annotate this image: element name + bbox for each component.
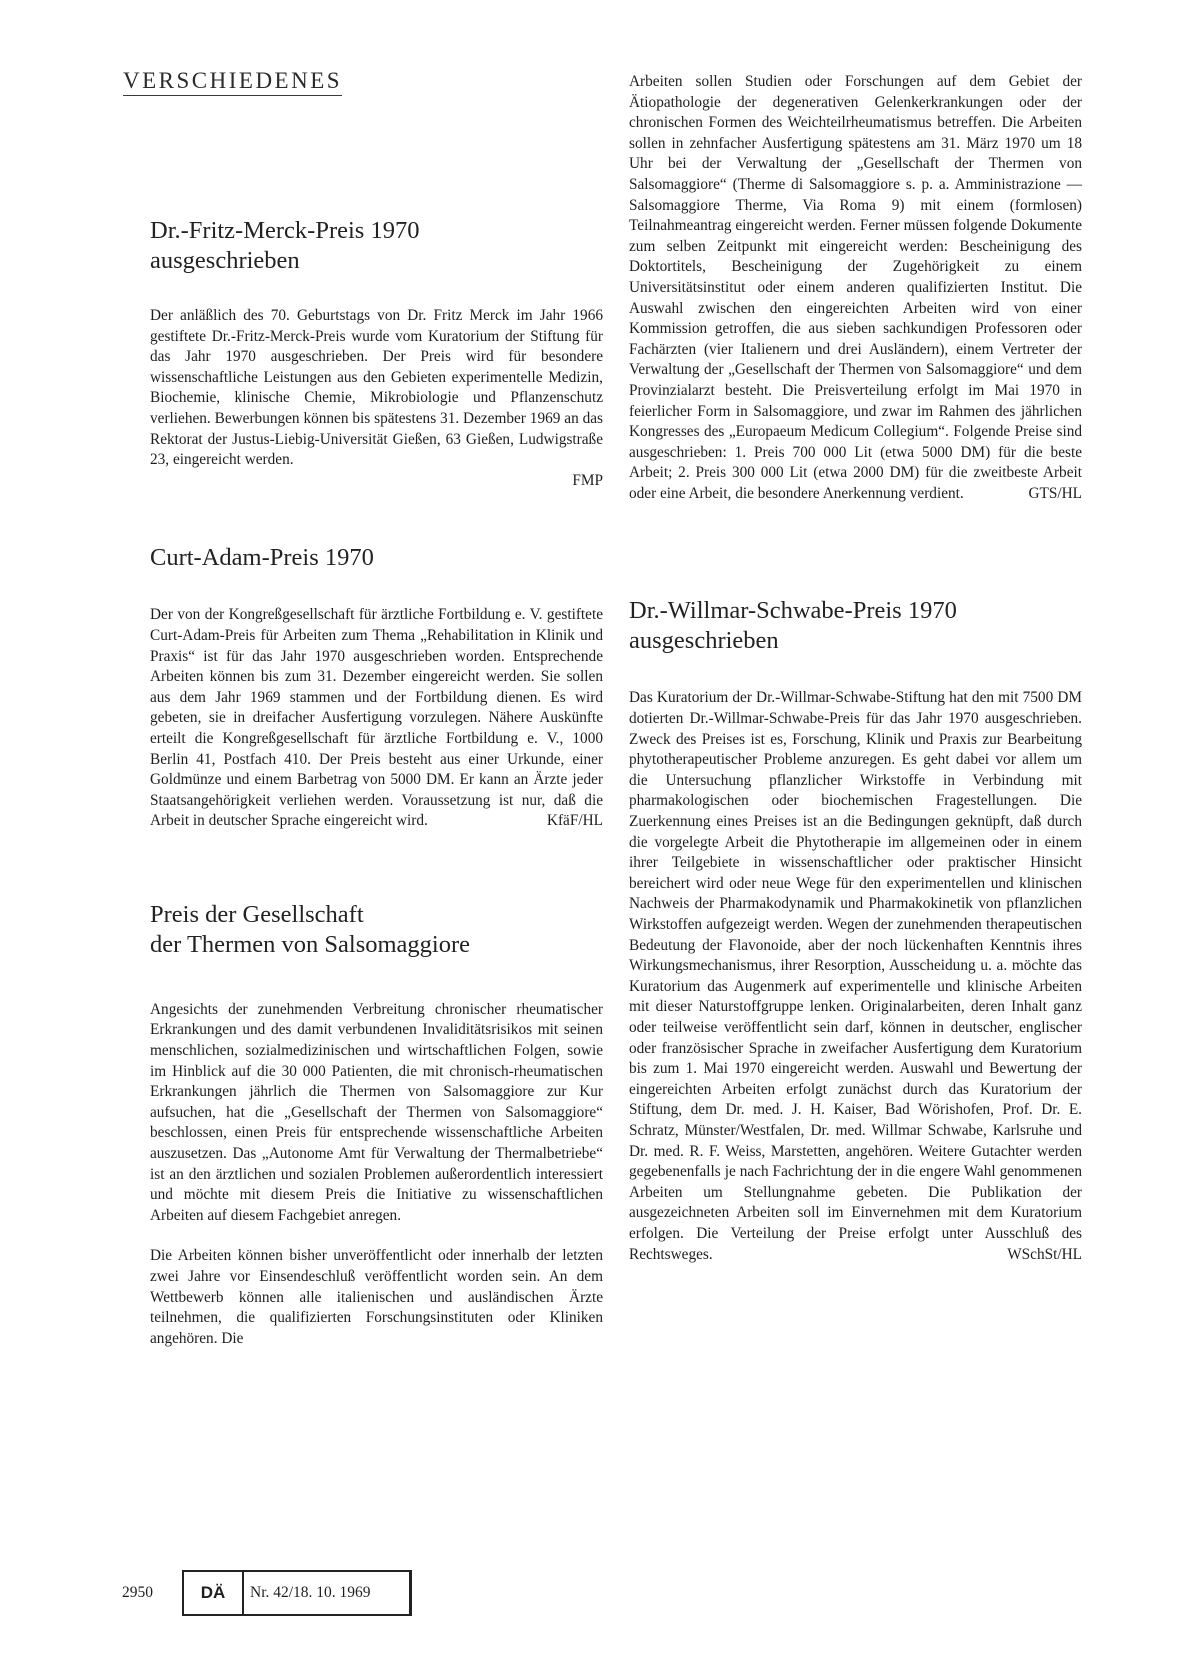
article-body-adam	[150, 605, 603, 832]
article-signature-adam: KfäF/HL	[546, 812, 603, 830]
page-number: 2950	[122, 1584, 153, 1601]
article-title-salso	[150, 900, 603, 960]
article-body-salso-3	[629, 72, 1082, 504]
article-body-merck: Der anläßlich des 70. Geburtstags von Dr. Fritz Merck im Jahr 1966 gestiftete Dr.-Fritz-Merck-Preis wurde vom Kuratorium der Stiftung für das Jahr 1970 ausgeschrieben. Der Preis wird für besondere wissenschaftliche Leistungen aus den Gebieten experimentelle Medizin, Biochemie, klinische Chemie, Mikrobiologie und Pflanzenschutz verliehen. Bewerbungen können bis spätestens 31. Dezember 1969 an das Rektorat der Justus-Liebig-Universität Gießen, 63 Gießen, Ludwigstraße 23, eingereicht werden.	[150, 307, 603, 469]
article-body-salso-3-text: Arbeiten sollen Studien oder Forschungen auf dem Gebiet der Ätiopathologie der degenerativen Gelenkerkrankungen oder der chronischen Formen des Weichteilrheumatismus betreffen. Die Arbeiten sollen in zehnfacher Ausfertigung spätestens am 31. März 1970 um 18 Uhr bei der Verwaltung der „Gesellschaft der Thermen von Salsomaggiore“ (Therme di Salsomaggiore s. p. a. Amministrazione — Salsomaggiore Therme, Via Roma 9) mit einem (formlosen) Teilnahmeantrag eingereicht werden. Ferner müssen folgende Dokumente zum selben Zeitpunkt mit eingereicht werden: Bescheinigung des Doktortitels, Bescheinigung der Zugehörigkeit zu einem Universitätsinstitut oder einem anderen qualifizierten Institut. Die Auswahl zwischen den eingereichten Arbeiten wird von einer Kommission getroffen, die aus sieben sachkundigen Professoren oder Fachärzten (vier Italienern und drei Ausländern), einem Vertreter der Verwaltung der „Gesellschaft der Thermen von Salsomaggiore“ und dem Provinzialarzt besteht. Die Preisverteilung erfolgt im Mai 1970 in feierlicher Form in Salsomaggiore, und zwar im Rahmen des jährlichen Kongresses des „Europaeum Medicum Collegium“. Folgende Preise sind ausgeschrieben: 1. Preis 700 000 Lit (etwa 5000 DM) für die beste Arbeit; 2. Preis 300 000 Lit (etwa 2000 DM) für die zweitbeste Arbeit oder eine Arbeit, die besondere Anerkennung verdient.	[629, 73, 1082, 502]
left-column	[123, 68, 603, 1349]
article-signature-schwabe: WSchSt/HL	[1007, 1245, 1082, 1263]
journal-badge	[182, 1570, 412, 1616]
journal-logo: DÄ	[184, 1572, 244, 1614]
article-title-merck-line2: ausgeschrieben	[150, 247, 300, 274]
issue-info: Nr. 42/18. 10. 1969	[250, 1584, 371, 1601]
article-body-salso-1: Angesichts der zunehmenden Verbreitung chronischer rheumatischer Erkrankungen und des damit verbundenen Invaliditätsrisikos mit seinen menschlichen, sozialmedizinischen und wirtschaftlichen Folgen, sowie im Hinblick auf die 30 000 Patienten, die mit chronisch-rheumatischen Erkrankungen jährlich die Thermen von Salsomaggiore zur Kur aufsuchen, hat die „Gesellschaft der Thermen von Salsomaggiore“ beschlossen, einen Preis für entsprechende wissenschaftliche Arbeiten auszusetzen. Das „Autonome Amt für Verwaltung der Thermalbetriebe“ ist an den ärztlichen und sozialen Problemen außerordentlich interessiert und möchte mit diesem Preis die Initiative zu wissenschaftlichen Arbeiten auf diesem Fachgebiet anregen.	[150, 1000, 603, 1224]
article-title-merck-line1: Dr.-Fritz-Merck-Preis 1970	[150, 217, 420, 244]
article-title-merck	[150, 216, 603, 276]
article-title-adam: Curt-Adam-Preis 1970	[150, 544, 374, 572]
article-title-salso-line2: der Thermen von Salsomaggiore	[150, 930, 471, 958]
article-body-adam-text: Der von der Kongreßgesellschaft für ärztliche Fortbildung e. V. gestiftete Curt-Adam-Preis für Arbeiten zum Thema „Rehabilitation in Klinik und Praxis“ ist für das Jahr 1970 ausgeschrieben worden. Entsprechende Arbeiten können bis zum 31. Dezember eingereicht werden. Sie sollen aus dem Jahr 1969 stammen und der Fortbildung dienen. Es wird gebeten, sie in dreifacher Ausfertigung vorzulegen. Nähere Auskünfte erteilt die Kongreßgesellschaft für ärztliche Fortbildung e. V., 1000 Berlin 41, Postfach 410. Der Preis besteht aus einer Urkunde, einer Goldmünze und einem Barbetrag von 5000 DM. Er kann an Ärzte jeder Staatsangehörigkeit verliehen werden. Voraussetzung ist nur, daß die Arbeit in deutscher Sprache eingereicht wird.	[150, 606, 603, 830]
article-signature-merck: FMP	[572, 471, 603, 489]
section-title: VERSCHIEDENES	[123, 68, 342, 96]
article-title-schwabe-line1: Dr.-Willmar-Schwabe-Preis 1970	[629, 597, 957, 625]
article-title-schwabe	[629, 596, 1082, 656]
article-title-schwabe-line2: ausgeschrieben	[629, 627, 779, 655]
article-body-schwabe	[629, 688, 1082, 1265]
article-body-schwabe-text: Das Kuratorium der Dr.-Willmar-Schwabe-Stiftung hat den mit 7500 DM dotierten Dr.-Willmar-Schwabe-Preis für das Jahr 1970 ausgeschrieben. Zweck des Preises ist es, Forschung, Klinik und Praxis zur Bearbeitung phytotherapeutischer Probleme anzuregen. Es geht dabei vor allem um die Untersuchung pflanzlicher Wirkstoffe in Verbindung mit pharmakologischen oder biochemischen Fragestellungen. Die Zuerkennung eines Preises ist an die Bedingungen geknüpft, daß durch die vorgelegte Arbeit die Phytotherapie im allgemeinen oder in einem ihrer Teilgebiete in wissenschaftlicher oder praktischer Hinsicht bereichert wird oder neue Wege für den experimentellen und klinischen Nachweis der Pharmakodynamik und Pharmakokinetik von pflanzlichen Wirkstoffen aufgezeigt werden. Wegen der zunehmenden therapeutischen Bedeutung der Flavonoide, aber der noch lückenhaften Kenntnis ihres Wirkungsmechanismus, ihrer Resorption, Ausscheidung u. a. möchte das Kuratorium das Augenmerk auf experimentelle und klinische Arbeiten mit dieser Naturstoffgruppe lenken. Originalarbeiten, deren Inhalt ganz oder teilweise veröffentlicht sein darf, können in deutscher, englischer oder französischer Sprache in zweifacher Ausfertigung dem Kuratorium bis zum 1. Mai 1970 eingereicht werden. Auswahl und Bewertung der eingereichten Arbeiten erfolgt zunächst durch das Kuratorium der Stiftung, dem Dr. med. J. H. Kaiser, Bad Wörishofen, Prof. Dr. E. Schratz, Münster/Westfalen, Dr. med. Willmar Schwabe, Karlsruhe und Dr. med. R. F. Weiss, Marstetten, angehören. Weitere Gutachter werden gegebenenfalls je nach Fachrichtung der in die engere Wahl genommenen Arbeiten um Stellungnahme gebeten. Die Publikation der ausgezeichneten Arbeiten soll im Einvernehmen mit dem Kuratorium erfolgen. Die Verteilung der Preise erfolgt unter Ausschluß des Rechtsweges.	[629, 689, 1082, 1263]
article-body-salso-2: Die Arbeiten können bisher unveröffentlicht oder innerhalb der letzten zwei Jahre vor Einsendeschluß veröffentlicht worden sein. An dem Wettbewerb können alle italienischen und ausländischen Ärzte teilnehmen, die qualifizierten Forschungsinstituten oder Kliniken angehören. Die	[150, 1247, 603, 1347]
right-column	[629, 72, 1082, 1265]
article-title-salso-line1: Preis der Gesellschaft	[150, 900, 364, 928]
article-signature-salso: GTS/HL	[1028, 484, 1082, 502]
